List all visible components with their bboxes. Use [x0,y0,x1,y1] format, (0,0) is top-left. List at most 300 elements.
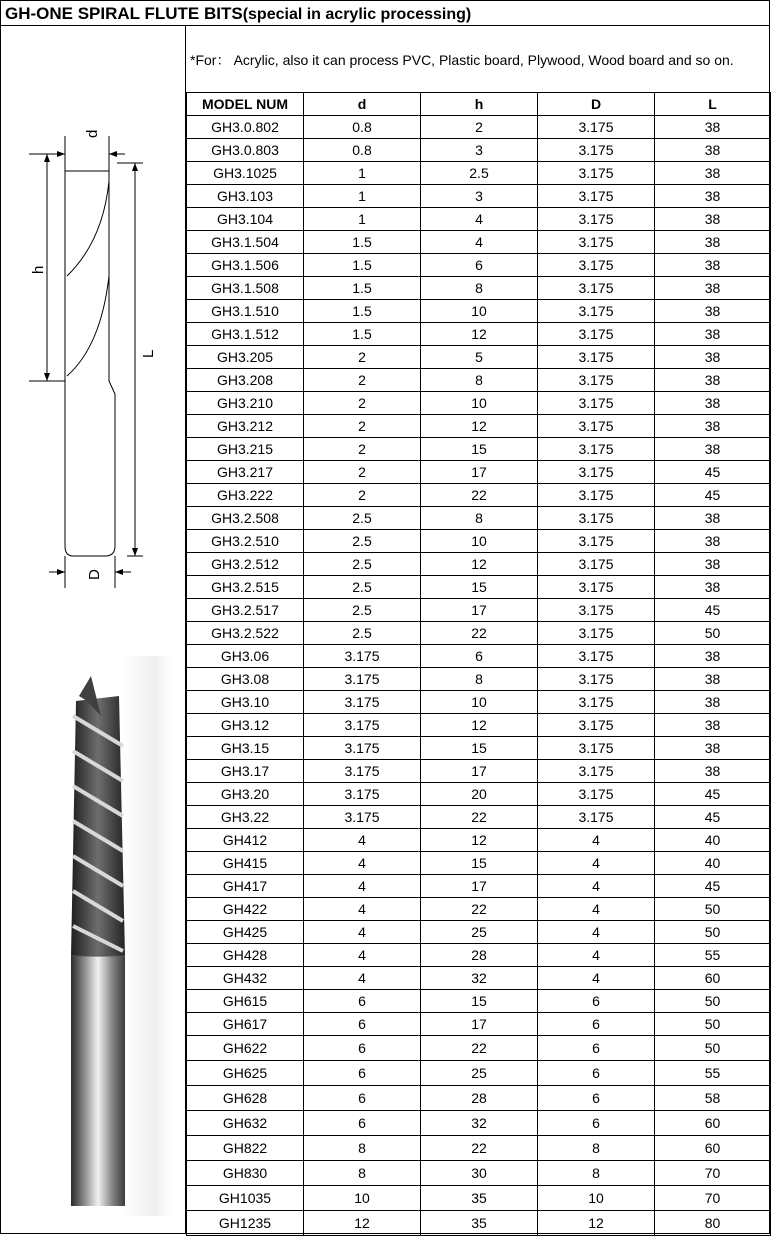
cell-h: 3 [421,139,538,162]
cell-model-num: GH3.1.506 [187,254,304,277]
table-row [187,576,771,599]
cell-model-num: GH425 [187,921,304,944]
cell-D: 3.175 [538,185,655,208]
table-row [187,760,771,783]
cell-L: 38 [655,185,771,208]
cell-D: 3.175 [538,668,655,691]
cell-d: 6 [304,1111,421,1136]
cell-L: 38 [655,645,771,668]
cell-L: 38 [655,392,771,415]
cell-D: 4 [538,852,655,875]
cell-h: 12 [421,415,538,438]
cell-L: 45 [655,783,771,806]
cell-d: 6 [304,990,421,1013]
cell-L: 45 [655,461,771,484]
table-row [187,1186,771,1211]
cell-model-num: GH3.08 [187,668,304,691]
cell-L: 70 [655,1161,771,1186]
cell-h: 22 [421,484,538,507]
cell-D: 8 [538,1161,655,1186]
cell-D: 6 [538,1013,655,1036]
cell-model-num: GH3.1.510 [187,300,304,323]
cell-h: 35 [421,1211,538,1236]
cell-d: 8 [304,1136,421,1161]
label-L: L [140,349,157,358]
cell-L: 38 [655,231,771,254]
cell-D: 6 [538,990,655,1013]
cell-d: 1 [304,185,421,208]
cell-D: 6 [538,1036,655,1061]
cell-d: 12 [304,1211,421,1236]
cell-D: 10 [538,1186,655,1211]
cell-model-num: GH3.0.802 [187,116,304,139]
table-row [187,714,771,737]
cell-L: 38 [655,139,771,162]
table-row [187,990,771,1013]
cell-h: 10 [421,392,538,415]
cell-d: 2.5 [304,599,421,622]
cell-h: 12 [421,323,538,346]
cell-model-num: GH3.2.515 [187,576,304,599]
cell-h: 8 [421,277,538,300]
cell-h: 4 [421,208,538,231]
cell-L: 45 [655,806,771,829]
cell-L: 38 [655,760,771,783]
table-row [187,599,771,622]
cell-D: 3.175 [538,484,655,507]
header-h: h [421,93,538,116]
cell-model-num: GH3.2.510 [187,530,304,553]
cell-L: 50 [655,1013,771,1036]
cell-L: 70 [655,1186,771,1211]
cell-h: 17 [421,599,538,622]
cell-L: 60 [655,1111,771,1136]
cell-d: 2 [304,484,421,507]
cell-model-num: GH3.210 [187,392,304,415]
cell-d: 2 [304,438,421,461]
cell-L: 55 [655,944,771,967]
cell-L: 38 [655,438,771,461]
cell-D: 3.175 [538,691,655,714]
cell-L: 50 [655,1036,771,1061]
table-row [187,829,771,852]
cell-model-num: GH415 [187,852,304,875]
cell-d: 6 [304,1013,421,1036]
cell-model-num: GH428 [187,944,304,967]
cell-L: 38 [655,323,771,346]
cell-h: 28 [421,1086,538,1111]
cell-h: 17 [421,875,538,898]
cell-d: 2.5 [304,622,421,645]
cell-model-num: GH3.0.803 [187,139,304,162]
cell-D: 6 [538,1061,655,1086]
cell-L: 58 [655,1086,771,1111]
cell-L: 38 [655,507,771,530]
cell-model-num: GH3.212 [187,415,304,438]
cell-D: 3.175 [538,139,655,162]
table-row [187,162,771,185]
cell-model-num: GH3.205 [187,346,304,369]
label-h: h [30,265,47,274]
cell-d: 3.175 [304,783,421,806]
table-row [187,461,771,484]
cell-model-num: GH3.15 [187,737,304,760]
table-row [187,553,771,576]
cell-model-num: GH412 [187,829,304,852]
left-panel [1,26,186,1233]
cell-D: 3.175 [538,645,655,668]
cell-h: 8 [421,668,538,691]
cell-L: 60 [655,1136,771,1161]
cell-D: 3.175 [538,806,655,829]
cell-model-num: GH628 [187,1086,304,1111]
table-row [187,231,771,254]
cell-D: 4 [538,898,655,921]
cell-d: 2.5 [304,507,421,530]
header-D: D [538,93,655,116]
label-D: D [86,569,103,580]
cell-h: 17 [421,760,538,783]
cell-model-num: GH615 [187,990,304,1013]
cell-model-num: GH3.12 [187,714,304,737]
table-row [187,875,771,898]
cell-model-num: GH3.1025 [187,162,304,185]
cell-D: 3.175 [538,783,655,806]
cell-h: 5 [421,346,538,369]
cell-d: 2 [304,346,421,369]
table-row [187,1111,771,1136]
cell-h: 3 [421,185,538,208]
table-header-row [187,93,771,116]
cell-model-num: GH3.222 [187,484,304,507]
cell-model-num: GH822 [187,1136,304,1161]
cell-h: 12 [421,829,538,852]
cell-L: 50 [655,921,771,944]
cell-D: 3.175 [538,553,655,576]
cell-h: 15 [421,576,538,599]
table-row [187,507,771,530]
cell-d: 2.5 [304,553,421,576]
cell-h: 8 [421,369,538,392]
table-row [187,484,771,507]
cell-model-num: GH432 [187,967,304,990]
cell-D: 4 [538,944,655,967]
cell-L: 50 [655,898,771,921]
cell-h: 22 [421,1036,538,1061]
table-body [187,116,771,1236]
cell-d: 3.175 [304,691,421,714]
cell-d: 4 [304,967,421,990]
table-row [187,691,771,714]
cell-d: 4 [304,829,421,852]
cell-d: 3.175 [304,760,421,783]
cell-L: 60 [655,967,771,990]
cell-model-num: GH3.1.512 [187,323,304,346]
table-row [187,668,771,691]
cell-model-num: GH830 [187,1161,304,1186]
table-row [187,944,771,967]
cell-L: 45 [655,599,771,622]
cell-model-num: GH632 [187,1111,304,1136]
cell-D: 3.175 [538,300,655,323]
page-title [5,4,471,24]
cell-d: 1.5 [304,323,421,346]
table-row [187,1086,771,1111]
cell-h: 8 [421,507,538,530]
cell-d: 3.175 [304,737,421,760]
cell-D: 3.175 [538,737,655,760]
cell-D: 4 [538,921,655,944]
spec-table [186,92,771,1236]
cell-L: 80 [655,1211,771,1236]
cell-D: 4 [538,967,655,990]
cell-D: 3.175 [538,622,655,645]
cell-h: 4 [421,231,538,254]
cell-L: 38 [655,668,771,691]
table-row [187,852,771,875]
header-d: d [304,93,421,116]
cell-D: 8 [538,1136,655,1161]
title-bar [0,0,770,26]
cell-h: 10 [421,530,538,553]
cell-D: 3.175 [538,415,655,438]
cell-d: 2.5 [304,530,421,553]
table-row [187,300,771,323]
table-row [187,369,771,392]
cell-h: 6 [421,645,538,668]
table-row [187,208,771,231]
table-row [187,1211,771,1236]
cell-L: 38 [655,277,771,300]
cell-d: 2 [304,392,421,415]
cell-D: 3.175 [538,507,655,530]
cell-D: 3.175 [538,231,655,254]
cell-d: 1.5 [304,277,421,300]
cell-model-num: GH3.20 [187,783,304,806]
cell-L: 38 [655,162,771,185]
cell-model-num: GH3.2.512 [187,553,304,576]
cell-L: 38 [655,714,771,737]
cell-D: 3.175 [538,346,655,369]
cell-D: 3.175 [538,760,655,783]
cell-model-num: GH617 [187,1013,304,1036]
header-model-num: MODEL NUM [187,93,304,116]
cell-d: 2 [304,415,421,438]
cell-h: 15 [421,852,538,875]
table-row [187,737,771,760]
cell-h: 35 [421,1186,538,1211]
cell-h: 22 [421,1136,538,1161]
cell-L: 38 [655,254,771,277]
table-row [187,139,771,162]
title-subtitle: (special in acrylic processing) [242,6,472,23]
cell-h: 22 [421,622,538,645]
cell-d: 6 [304,1036,421,1061]
cell-h: 15 [421,438,538,461]
cell-D: 3.175 [538,599,655,622]
application-note: *For： Acrylic, also it can process PVC, Plastic board, Plywood, Wood board and so on. [190,52,734,68]
cell-model-num: GH622 [187,1036,304,1061]
cell-d: 3.175 [304,714,421,737]
cell-model-num: GH422 [187,898,304,921]
cell-L: 38 [655,576,771,599]
cell-d: 0.8 [304,139,421,162]
cell-model-num: GH3.103 [187,185,304,208]
cell-L: 38 [655,116,771,139]
cell-d: 0.8 [304,116,421,139]
cell-L: 38 [655,691,771,714]
cell-model-num: GH3.22 [187,806,304,829]
cell-D: 3.175 [538,530,655,553]
table-row [187,277,771,300]
cell-D: 3.175 [538,438,655,461]
table-row [187,1036,771,1061]
cell-h: 12 [421,714,538,737]
cell-D: 3.175 [538,392,655,415]
cell-h: 30 [421,1161,538,1186]
cell-L: 40 [655,852,771,875]
table-row [187,530,771,553]
cell-d: 1 [304,162,421,185]
cell-L: 50 [655,990,771,1013]
cell-h: 17 [421,461,538,484]
cell-model-num: GH1035 [187,1186,304,1211]
cell-d: 8 [304,1161,421,1186]
cell-model-num: GH3.104 [187,208,304,231]
cell-model-num: GH3.215 [187,438,304,461]
table-row [187,806,771,829]
table-row [187,185,771,208]
cell-L: 45 [655,875,771,898]
bit-photo [1,656,184,1216]
cell-D: 3.175 [538,162,655,185]
cell-d: 10 [304,1186,421,1211]
cell-model-num: GH3.1.508 [187,277,304,300]
table-row [187,1013,771,1036]
table-row [187,622,771,645]
cell-d: 1.5 [304,254,421,277]
cell-d: 6 [304,1086,421,1111]
table-row [187,254,771,277]
table-row [187,1161,771,1186]
cell-L: 38 [655,369,771,392]
table-row [187,392,771,415]
cell-d: 1.5 [304,300,421,323]
table-row [187,1061,771,1086]
cell-model-num: GH3.2.522 [187,622,304,645]
cell-h: 25 [421,1061,538,1086]
cell-L: 50 [655,622,771,645]
title-main: GH-ONE SPIRAL FLUTE BITS [5,4,243,23]
cell-d: 4 [304,852,421,875]
cell-model-num: GH625 [187,1061,304,1086]
table-row [187,116,771,139]
table-row [187,967,771,990]
cell-D: 4 [538,829,655,852]
cell-L: 38 [655,530,771,553]
table-row [187,645,771,668]
cell-D: 3.175 [538,576,655,599]
cell-model-num: GH3.208 [187,369,304,392]
cell-model-num: GH3.10 [187,691,304,714]
cell-L: 38 [655,208,771,231]
cell-L: 40 [655,829,771,852]
cell-d: 2 [304,369,421,392]
cell-h: 15 [421,990,538,1013]
cell-d: 4 [304,921,421,944]
cell-h: 32 [421,967,538,990]
cell-D: 3.175 [538,369,655,392]
cell-model-num: GH417 [187,875,304,898]
cell-d: 4 [304,898,421,921]
cell-D: 3.175 [538,208,655,231]
table-row [187,346,771,369]
cell-D: 3.175 [538,714,655,737]
table-row [187,921,771,944]
table-row [187,898,771,921]
cell-h: 15 [421,737,538,760]
cell-model-num: GH3.217 [187,461,304,484]
cell-D: 3.175 [538,254,655,277]
cell-h: 25 [421,921,538,944]
cell-h: 28 [421,944,538,967]
cell-h: 22 [421,806,538,829]
table-row [187,323,771,346]
table-row [187,783,771,806]
cell-model-num: GH3.17 [187,760,304,783]
cell-D: 3.175 [538,323,655,346]
cell-L: 38 [655,553,771,576]
cell-L: 45 [655,484,771,507]
cell-d: 6 [304,1061,421,1086]
cell-h: 10 [421,691,538,714]
cell-D: 4 [538,875,655,898]
cell-h: 22 [421,898,538,921]
table-row [187,438,771,461]
cell-h: 2 [421,116,538,139]
cell-d: 3.175 [304,645,421,668]
cell-D: 3.175 [538,116,655,139]
cell-d: 2.5 [304,576,421,599]
label-d: d [84,129,101,138]
cell-d: 1.5 [304,231,421,254]
cell-h: 10 [421,300,538,323]
cell-h: 6 [421,254,538,277]
cell-D: 12 [538,1211,655,1236]
bit-dimension-diagram [1,26,184,626]
cell-L: 38 [655,737,771,760]
cell-model-num: GH3.2.508 [187,507,304,530]
cell-d: 4 [304,944,421,967]
cell-D: 3.175 [538,461,655,484]
cell-h: 12 [421,553,538,576]
cell-d: 3.175 [304,806,421,829]
cell-L: 38 [655,346,771,369]
cell-d: 1 [304,208,421,231]
cell-model-num: GH3.1.504 [187,231,304,254]
cell-L: 38 [655,300,771,323]
cell-model-num: GH3.2.517 [187,599,304,622]
cell-L: 55 [655,1061,771,1086]
cell-L: 38 [655,415,771,438]
table-row [187,1136,771,1161]
table-row [187,415,771,438]
cell-h: 2.5 [421,162,538,185]
cell-h: 20 [421,783,538,806]
header-L: L [655,93,771,116]
cell-h: 17 [421,1013,538,1036]
cell-d: 2 [304,461,421,484]
